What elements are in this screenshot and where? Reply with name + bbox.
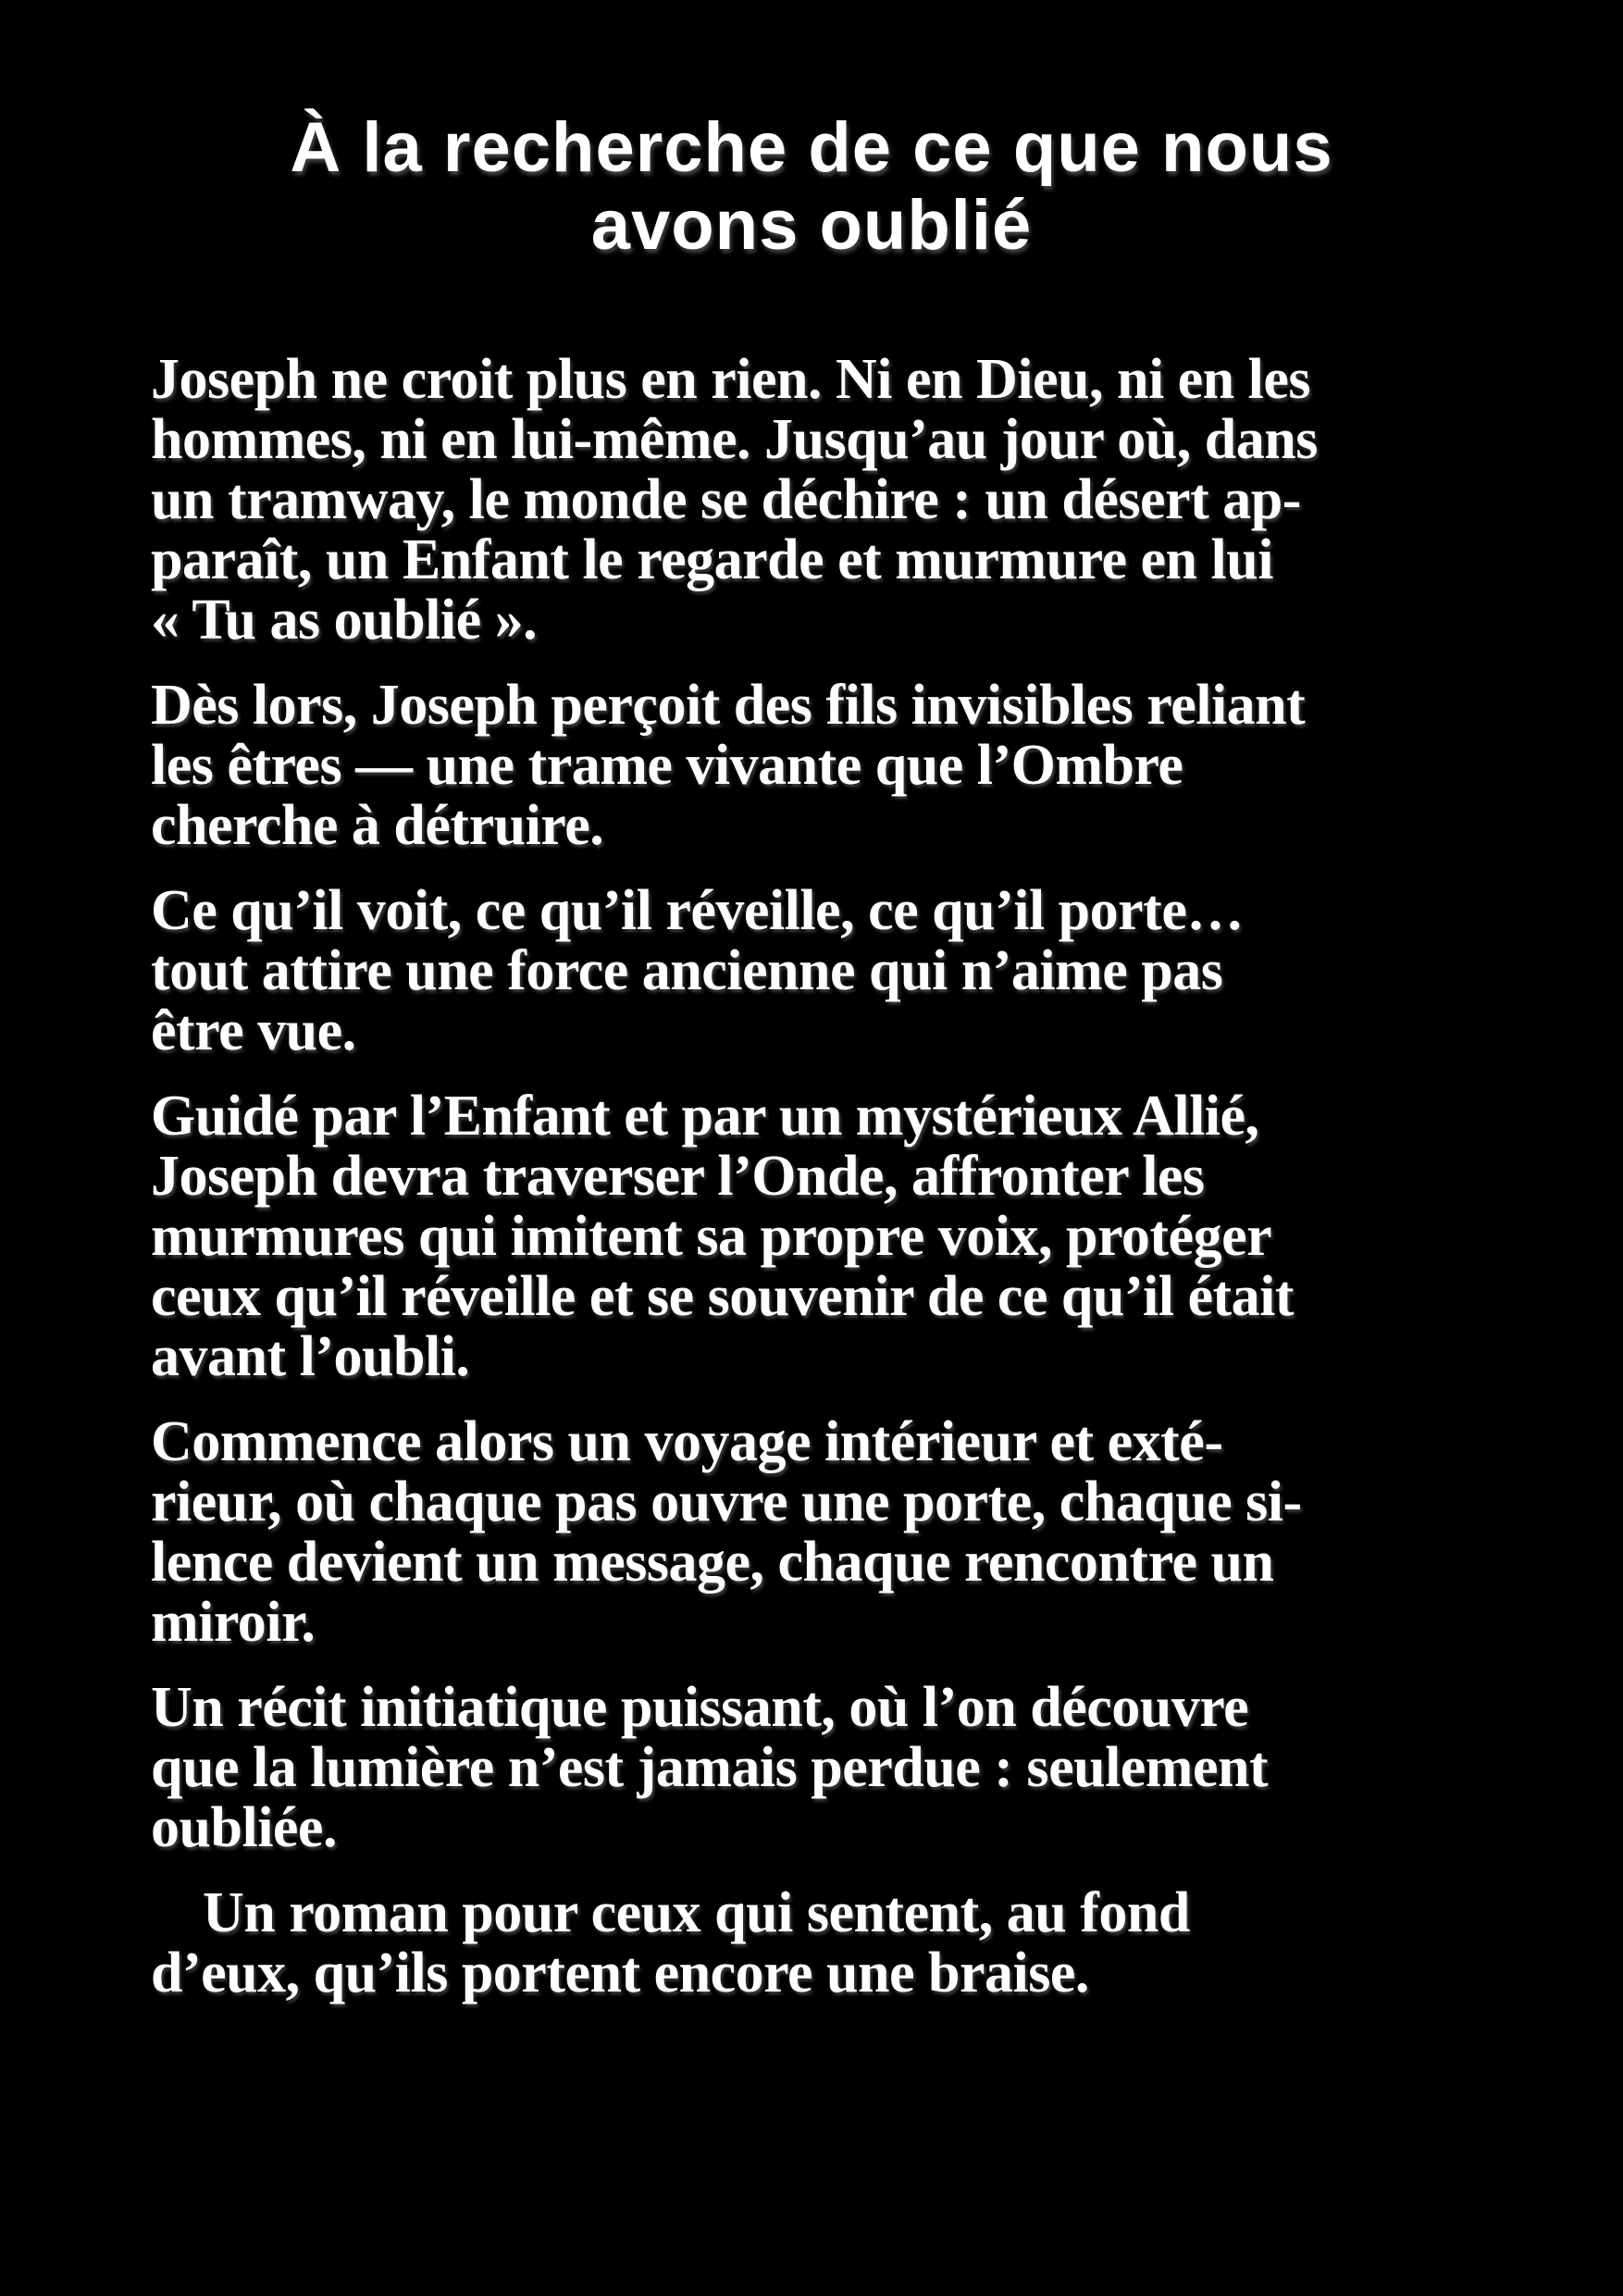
text-line: Un récit initiatique puissant, où l’on découvre — [151, 1676, 1249, 1739]
text-line: cherche à détruire. — [151, 794, 604, 857]
text-line: Joseph devra traverser l’Onde, affronter les — [151, 1145, 1205, 1208]
page-title — [65, 109, 1558, 265]
text-line: Dès lors, Joseph perçoit des fils invisibles reliant — [151, 674, 1306, 737]
paragraph — [151, 881, 1521, 1061]
text-line: d’eux, qu’ils portent encore une braise. — [151, 1942, 1089, 2004]
text-line: Ce qu’il voit, ce qu’il réveille, ce qu’il porte… — [151, 879, 1244, 942]
text-line: tout attire une force ancienne qui n’aime pas — [151, 939, 1223, 1002]
text-line: rieur, où chaque pas ouvre une porte, chaque si- — [151, 1471, 1302, 1533]
text-line: que la lumière n’est jamais perdue : seulement — [151, 1736, 1269, 1799]
paragraph — [151, 1678, 1521, 1858]
text-line: oubliée. — [151, 1796, 337, 1859]
blurb-text — [151, 350, 1521, 2004]
text-line: être vue. — [151, 999, 356, 1062]
text-line: Commence alors un voyage intérieur et exté- — [151, 1410, 1223, 1473]
paragraph — [151, 1883, 1521, 2004]
text-line: hommes, ni en lui-même. Jusqu’au jour où, dans — [151, 408, 1318, 471]
text-line: les êtres — une trame vivante que l’Ombre — [151, 734, 1183, 797]
title-line-2: avons oublié — [590, 186, 1033, 265]
text-line: avant l’oubli. — [151, 1325, 470, 1388]
paragraph — [151, 676, 1521, 856]
text-line: Joseph ne croit plus en rien. Ni en Dieu, ni en les — [151, 348, 1311, 411]
text-line: un tramway, le monde se déchire : un désert ap- — [151, 468, 1301, 531]
text-line: lence devient un message, chaque rencontre un — [151, 1531, 1274, 1594]
text-line: Un roman pour ceux qui sentent, au fond — [203, 1881, 1190, 1944]
text-line: « Tu as oublié ». — [151, 589, 538, 652]
text-line: ceux qu’il réveille et se souvenir de ce qu’il était — [151, 1265, 1295, 1328]
text-line: miroir. — [151, 1591, 316, 1654]
text-line: Guidé par l’Enfant et par un mystérieux Allié, — [151, 1085, 1259, 1148]
paragraph — [151, 1086, 1521, 1387]
title-line-1: À la recherche de ce que nous — [290, 108, 1333, 187]
paragraph — [151, 1412, 1521, 1653]
text-line: murmures qui imitent sa propre voix, protéger — [151, 1205, 1272, 1268]
paragraph — [151, 350, 1521, 651]
text-line: paraît, un Enfant le regarde et murmure en lui — [151, 528, 1273, 591]
